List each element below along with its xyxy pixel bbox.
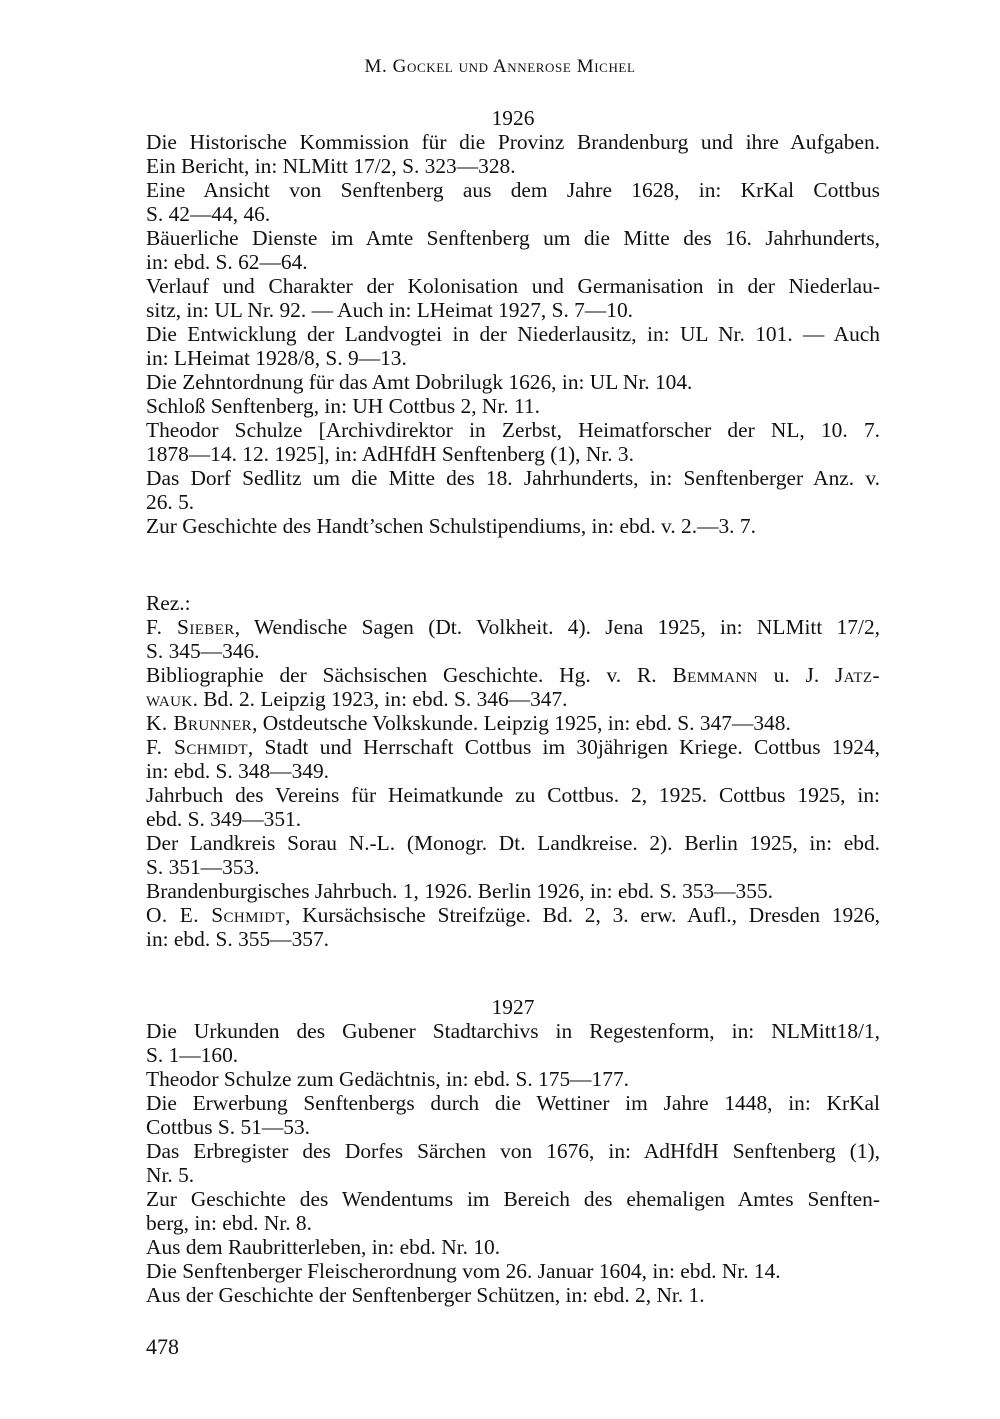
review-entry xyxy=(146,615,880,663)
bibliography-entry xyxy=(146,1019,880,1067)
review-entry xyxy=(146,903,880,951)
bibliography-entry xyxy=(146,226,880,274)
author-name: wauk xyxy=(146,687,193,711)
review-entry xyxy=(146,735,880,783)
reviews-label: Rez.: xyxy=(146,591,191,615)
entry-line: Nr. 5. xyxy=(146,1163,195,1187)
bibliography-entry xyxy=(146,466,880,514)
entry-text: Bibliographie der Sächsischen Geschichte. Hg. v. R. xyxy=(146,663,673,687)
entry-line: in: ebd. S. 355—357. xyxy=(146,927,330,951)
bibliography-entry xyxy=(146,370,880,394)
entry-line: Die Erwerbung Senftenbergs durch die Wettiner im Jahre 1448, in: KrKal xyxy=(146,1091,880,1115)
review-list xyxy=(146,615,880,951)
review-entry xyxy=(146,663,880,711)
entry-line: Das Erbregister des Dorfes Särchen von 1676, in: AdHfdH Senftenberg (1), xyxy=(146,1139,880,1163)
review-entry xyxy=(146,711,880,735)
entry-line: in: ebd. S. 348—349. xyxy=(146,759,330,783)
entry-text: u. J. xyxy=(757,663,836,687)
bibliography-entry xyxy=(146,418,880,466)
year-heading-1927: 1927 xyxy=(491,995,535,1019)
bibliography-entry xyxy=(146,178,880,226)
entry-line xyxy=(146,663,880,687)
entry-line: Eine Ansicht von Senftenberg aus dem Jahre 1628, in: KrKal Cottbus xyxy=(146,178,880,202)
entry-line: sitz, in: UL Nr. 92. — Auch in: LHeimat 1927, S. 7—10. xyxy=(146,298,634,322)
entry-line xyxy=(146,687,880,711)
entry-line: Der Landkreis Sorau N.-L. (Monogr. Dt. Landkreise. 2). Berlin 1925, in: ebd. xyxy=(146,831,880,855)
entry-line: 1878—14. 12. 1925], in: AdHfdH Senftenberg (1), Nr. 3. xyxy=(146,442,634,466)
entry-list-1927 xyxy=(146,1019,880,1307)
entry-line: berg, in: ebd. Nr. 8. xyxy=(146,1211,312,1235)
entry-text: , Ostdeutsche Volkskunde. Leipzig 1925, in: ebd. S. 347—348. xyxy=(252,711,791,735)
entry-line: S. 351—353. xyxy=(146,855,260,879)
author-name: F. Sieber xyxy=(146,615,235,639)
entry-line: Brandenburgisches Jahrbuch. 1, 1926. Berlin 1926, in: ebd. S. 353—355. xyxy=(146,879,773,903)
entry-line: Ein Bericht, in: NLMitt 17/2, S. 323—328. xyxy=(146,154,516,178)
entry-line xyxy=(146,735,880,759)
bibliography-entry xyxy=(146,1235,880,1259)
entry-line: Die Urkunden des Gubener Stadtarchivs in Regestenform, in: NLMitt18/1, xyxy=(146,1019,880,1043)
entry-line xyxy=(146,615,880,639)
section-1927 xyxy=(146,995,880,1307)
entry-line: Die Senftenberger Fleischerordnung vom 26. Januar 1604, in: ebd. Nr. 14. xyxy=(146,1259,781,1283)
bibliography-entry xyxy=(146,1187,880,1235)
section-1926 xyxy=(146,106,880,538)
entry-line: Bäuerliche Dienste im Amte Senftenberg um die Mitte des 16. Jahrhunderts, xyxy=(146,226,880,250)
entry-text: , Wendische Sagen (Dt. Volkheit. 4). Jena 1925, in: NLMitt 17/2, xyxy=(234,615,880,639)
entry-line: Das Dorf Sedlitz um die Mitte des 18. Jahrhunderts, in: Senftenberger Anz. v. xyxy=(146,466,880,490)
review-entry xyxy=(146,831,880,879)
entry-line: in: ebd. S. 62—64. xyxy=(146,250,308,274)
bibliography-entry xyxy=(146,1091,880,1139)
bibliography-entry xyxy=(146,1259,880,1283)
entry-line xyxy=(146,711,880,735)
author-name: Bemmann xyxy=(672,663,758,687)
bibliography-entry xyxy=(146,1139,880,1187)
bibliography-entry xyxy=(146,322,880,370)
author-name: O. E. Schmidt xyxy=(146,903,286,927)
entry-line: in: LHeimat 1928/8, S. 9—13. xyxy=(146,346,407,370)
entry-list-1926 xyxy=(146,130,880,538)
running-header: M. Gockel und Annerose Michel xyxy=(364,56,636,77)
bibliography-entry xyxy=(146,1067,880,1091)
bibliography-entry xyxy=(146,274,880,322)
year-heading-1926: 1926 xyxy=(491,106,535,130)
entry-line xyxy=(146,903,880,927)
entry-line: Aus dem Raubritterleben, in: ebd. Nr. 10. xyxy=(146,1235,501,1259)
entry-line: Die Zehntordnung für das Amt Dobrilugk 1626, in: UL Nr. 104. xyxy=(146,370,693,394)
entry-text: . Bd. 2. Leipzig 1923, in: ebd. S. 346—347. xyxy=(192,687,568,711)
entry-line: Aus der Geschichte der Senftenberger Schützen, in: ebd. 2, Nr. 1. xyxy=(146,1283,705,1307)
entry-line: S. 345—346. xyxy=(146,639,260,663)
entry-line: Zur Geschichte des Handt’schen Schulstipendiums, in: ebd. v. 2.—3. 7. xyxy=(146,514,756,538)
entry-line: Theodor Schulze zum Gedächtnis, in: ebd. S. 175—177. xyxy=(146,1067,629,1091)
entry-line: Schloß Senftenberg, in: UH Cottbus 2, Nr. 11. xyxy=(146,394,540,418)
author-name: K. Brunner xyxy=(146,711,253,735)
section-reviews xyxy=(146,591,880,951)
entry-line: Die Historische Kommission für die Provinz Brandenburg und ihre Aufgaben. xyxy=(146,130,880,154)
entry-text: , Kursächsische Streifzüge. Bd. 2, 3. erw. Aufl., Dresden 1926, xyxy=(285,903,880,927)
page-number: 478 xyxy=(146,1334,179,1359)
entry-line: Jahrbuch des Vereins für Heimatkunde zu Cottbus. 2, 1925. Cottbus 1925, in: xyxy=(146,783,880,807)
bibliography-entry xyxy=(146,1283,880,1307)
entry-text: , Stadt und Herrschaft Cottbus im 30jährigen Kriege. Cottbus 1924, xyxy=(247,735,880,759)
entry-line: Theodor Schulze [Archivdirektor in Zerbst, Heimatforscher der NL, 10. 7. xyxy=(146,418,880,442)
review-entry xyxy=(146,783,880,831)
review-entry xyxy=(146,879,880,903)
entry-line: Zur Geschichte des Wendentums im Bereich des ehemaligen Amtes Senften- xyxy=(146,1187,880,1211)
entry-line: ebd. S. 349—351. xyxy=(146,807,302,831)
entry-line: Verlauf und Charakter der Kolonisation und Germanisation in der Niederlau- xyxy=(146,274,880,298)
entry-line: S. 1—160. xyxy=(146,1043,239,1067)
author-name: Jatz- xyxy=(835,663,880,687)
entry-line: Die Entwicklung der Landvogtei in der Niederlausitz, in: UL Nr. 101. — Auch xyxy=(146,322,880,346)
bibliography-entry xyxy=(146,394,880,418)
author-name: F. Schmidt xyxy=(146,735,248,759)
entry-line: Cottbus S. 51—53. xyxy=(146,1115,311,1139)
entry-line: S. 42—44, 46. xyxy=(146,202,271,226)
entry-line: 26. 5. xyxy=(146,490,195,514)
bibliography-entry xyxy=(146,130,880,178)
bibliography-entry xyxy=(146,514,880,538)
